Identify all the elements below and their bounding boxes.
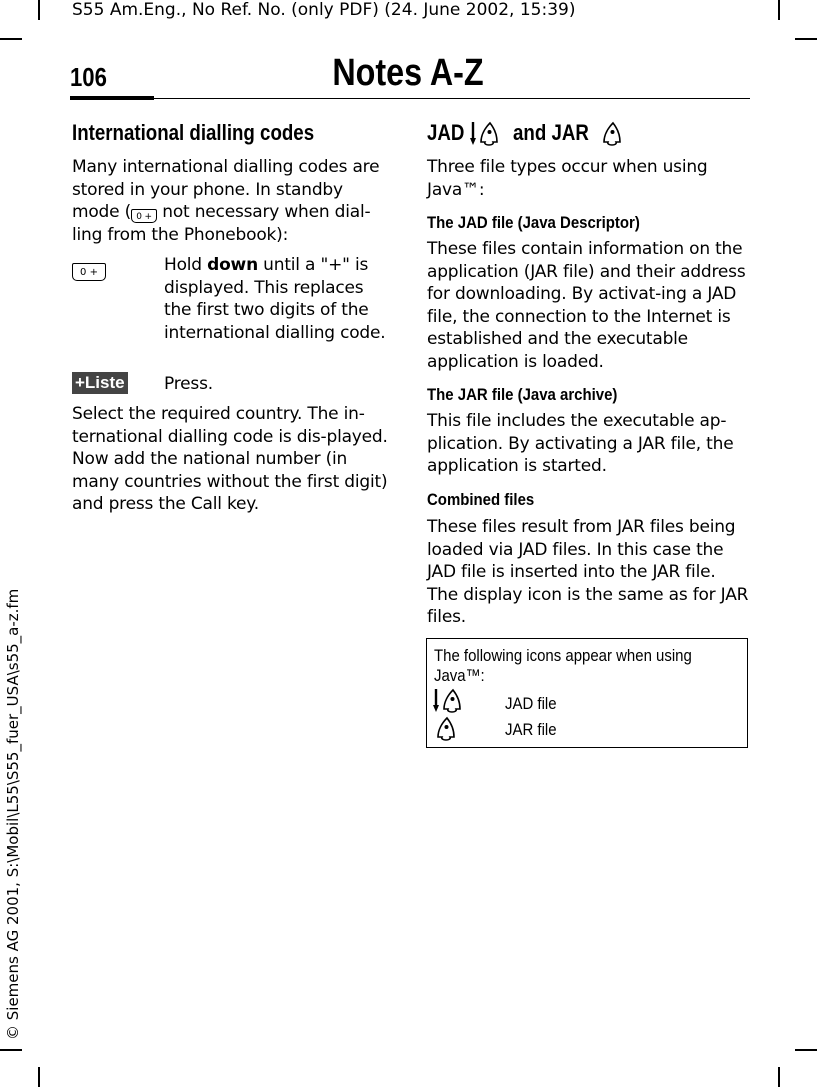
step2-text: Press. xyxy=(164,374,213,394)
combined-files-text: These files result from JAR files being loaded via JAD files. In this case the JAD file is inserted into the JAR file. The display icon is the same as for JAR files. xyxy=(427,517,749,628)
crop-mark xyxy=(795,1049,817,1051)
jar-file-text: This file includes the executable ap-plication. By activating a JAR file, the application is started. xyxy=(427,411,734,477)
crop-mark xyxy=(778,0,780,20)
crop-mark xyxy=(38,0,40,20)
crop-mark xyxy=(0,38,22,40)
box-intro: The following icons appear when using Java™: xyxy=(434,646,692,685)
java-icons-box xyxy=(426,638,748,748)
intro-text-1: Many international dialling codes are stored in your phone. In standby mode ( xyxy=(72,157,380,223)
jad-file-text: These files contain information on the application (JAR file) and their address for downloading. By activat-ing a JAD file, the connection to the Internet is established and the executable application is loaded. xyxy=(427,239,746,372)
intro-text-2: not necessary when dial-ling from the Phonebook): xyxy=(72,202,371,245)
jar-file-icon xyxy=(599,120,627,152)
jar-file-label: JAR file xyxy=(505,720,557,739)
jad-file-label: JAD file xyxy=(505,694,557,713)
page-number: 106 xyxy=(70,62,107,92)
step1-key xyxy=(72,258,106,281)
jad-file-heading: The JAD file (Java Descriptor) xyxy=(427,213,640,232)
header-rule xyxy=(70,98,750,99)
intro-paragraph xyxy=(72,156,390,246)
step1-text-post: until a "+" is displayed. This replaces the first two digits of the international dialling code. xyxy=(164,255,386,343)
combined-files-heading: Combined files xyxy=(427,490,535,509)
crop-mark xyxy=(795,38,817,40)
heading-and-jar-label: and JAR xyxy=(513,120,589,145)
page-title: Notes A-Z xyxy=(332,52,484,94)
crop-mark xyxy=(778,1067,780,1087)
step1-text-bold: down xyxy=(207,255,258,275)
closing-paragraph: Select the required country. The in-ternational dialling code is dis-played. Now add the national number (in many countries without the first digit) and press the Call key. xyxy=(72,404,388,515)
liste-softkey-icon: +Liste xyxy=(72,372,128,394)
step1-text-pre: Hold xyxy=(164,255,208,275)
jar-file-heading: The JAR file (Java archive) xyxy=(427,385,618,404)
crop-mark xyxy=(0,1049,22,1051)
jar-file-icon xyxy=(433,715,461,747)
jad-file-icon xyxy=(470,120,504,152)
step1-text xyxy=(164,254,388,344)
crop-mark xyxy=(38,1067,40,1087)
zero-key-icon: 0 + xyxy=(72,263,106,281)
side-note: © Siemens AG 2001, S:\Mobil\L55\S55_fuer_USA\s55_a-z.fm xyxy=(4,588,22,1040)
zero-key-icon: 0 + xyxy=(131,209,157,223)
running-head: S55 Am.Eng., No Ref. No. (only PDF) (24. June 2002, 15:39) xyxy=(72,0,576,20)
section-heading-international: International dialling codes xyxy=(72,120,315,145)
java-intro: Three file types occur when using Java™: xyxy=(427,157,708,200)
step2-key xyxy=(72,372,128,394)
heading-jad-label: JAD xyxy=(427,120,465,145)
